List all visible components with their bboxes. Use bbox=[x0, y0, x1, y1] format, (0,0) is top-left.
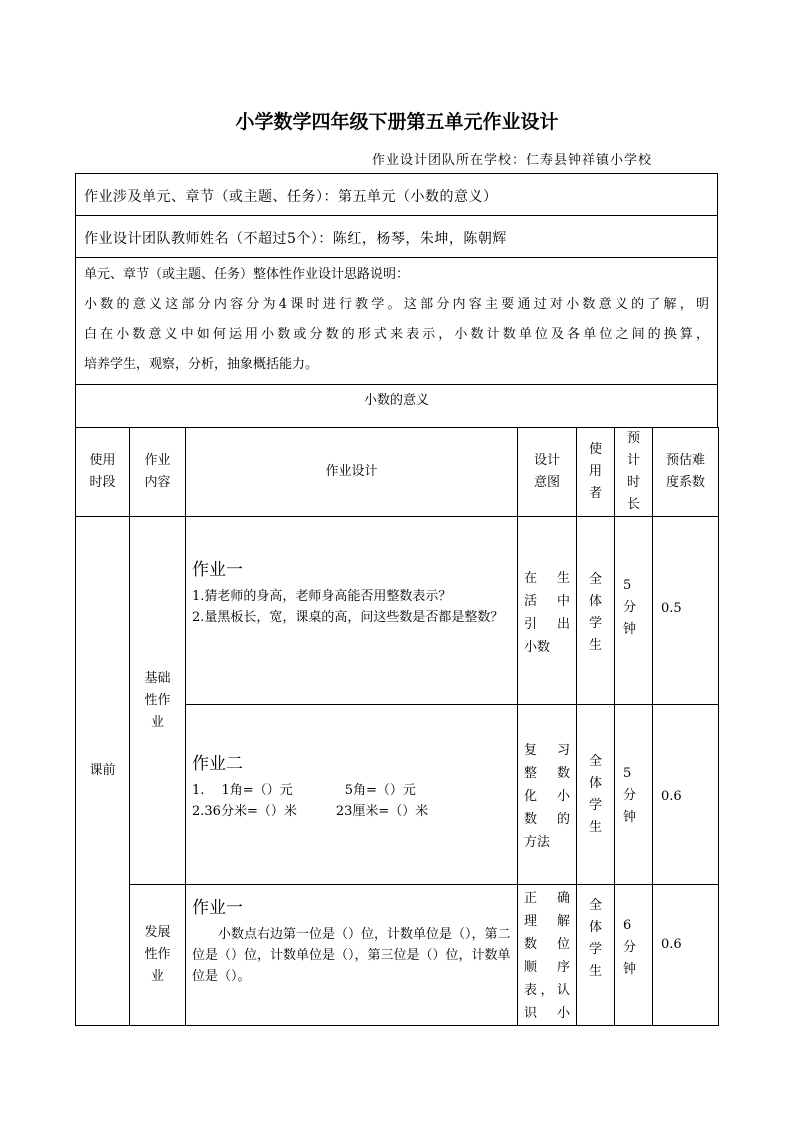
period-cell: 课前 bbox=[76, 517, 130, 1026]
user-cell: 全 体 学 生 bbox=[577, 885, 615, 1026]
header-user: 使 用 者 bbox=[577, 428, 615, 517]
homework-title: 作业一 bbox=[192, 560, 243, 580]
develop-label-cell: 发展 性作 业 bbox=[130, 885, 186, 1026]
homework-line: 1. 1角=（）元 5角=（）元 bbox=[192, 783, 416, 798]
intent-cell: 在 生 活 中 引 出 小数 bbox=[518, 517, 577, 705]
difficulty-cell: 0.6 bbox=[653, 885, 719, 1026]
unit-line: 作业涉及单元、章节（或主题、任务）：第五单元（小数的意义） bbox=[84, 189, 498, 205]
teachers-row bbox=[75, 215, 718, 257]
intent-cell: 正 确 理 解 数 位 顺 序 表，认 识 小 bbox=[518, 885, 577, 1026]
homework-table bbox=[75, 427, 719, 1026]
time-cell: 5 分 钟 bbox=[615, 705, 653, 885]
difficulty-cell: 0.5 bbox=[653, 517, 719, 705]
difficulty-cell: 0.6 bbox=[653, 705, 719, 885]
user-cell: 全 体 学 生 bbox=[577, 705, 615, 885]
design-idea-row bbox=[75, 257, 718, 384]
table-row bbox=[76, 885, 719, 1026]
time-cell: 5 分 钟 bbox=[615, 517, 653, 705]
design-line-2: 白在小数意义中如何运用小数或分数的形式来表示，小数计数单位及各单位之间的换算， bbox=[84, 327, 709, 342]
header-time: 预 计 时 长 bbox=[615, 428, 653, 517]
header-intent: 设计 意图 bbox=[518, 428, 577, 517]
design-line-3: 培养学生，观察，分析，抽象概括能力。 bbox=[84, 357, 319, 372]
homework-title: 作业一 bbox=[192, 898, 243, 918]
homework-line: 小数点右边第一位是（）位，计数单位是（），第二位是（）位，计数单位是（），第三位是（）位，计数单位是（）。 bbox=[192, 927, 511, 984]
intent-cell: 复 习 整 数 化 小 数 的 方法 bbox=[518, 705, 577, 885]
section-title: 小数的意义 bbox=[363, 393, 429, 408]
header-period: 使用 时段 bbox=[76, 428, 130, 517]
school-name: 作业设计团队所在学校：仁寿县钟祥镇小学校 bbox=[371, 153, 652, 168]
homework-cell bbox=[186, 705, 518, 885]
homework-cell bbox=[186, 885, 518, 1026]
unit-row bbox=[75, 173, 718, 215]
design-line-1: 小数的意义这部分内容分为4课时进行教学。这部分内容主要通过对小数意义的了解，明 bbox=[84, 297, 709, 312]
design-idea-text bbox=[84, 260, 709, 380]
basic-label-cell: 基础 性作 业 bbox=[130, 517, 186, 885]
homework-cell bbox=[186, 517, 518, 705]
design-heading: 单元、章节（或主题、任务）整体性作业设计思路说明： bbox=[84, 267, 410, 282]
homework-title: 作业二 bbox=[192, 754, 243, 774]
header-design: 作业设计 bbox=[186, 428, 518, 517]
section-row bbox=[75, 384, 718, 428]
homework-line: 2.量黑板长，宽，课桌的高，问这些数是否都是整数？ bbox=[192, 610, 504, 625]
table-row bbox=[76, 517, 719, 705]
user-cell: 全 体 学 生 bbox=[577, 517, 615, 705]
table-header-row bbox=[76, 428, 719, 517]
homework-line: 1.猜老师的身高，老师身高能否用整数表示？ bbox=[192, 589, 452, 604]
time-cell: 6 分 钟 bbox=[615, 885, 653, 1026]
document-title: 小学数学四年级下册第五单元作业设计 bbox=[235, 111, 559, 133]
homework-line: 2.36分米=（）米 23厘米=（）米 bbox=[192, 804, 429, 819]
header-content: 作业 内容 bbox=[130, 428, 186, 517]
teachers-line: 作业设计团队教师姓名（不超过5个）：陈红，杨琴，朱坤，陈朝辉 bbox=[84, 231, 507, 247]
header-coef: 预估难 度系数 bbox=[653, 428, 719, 517]
